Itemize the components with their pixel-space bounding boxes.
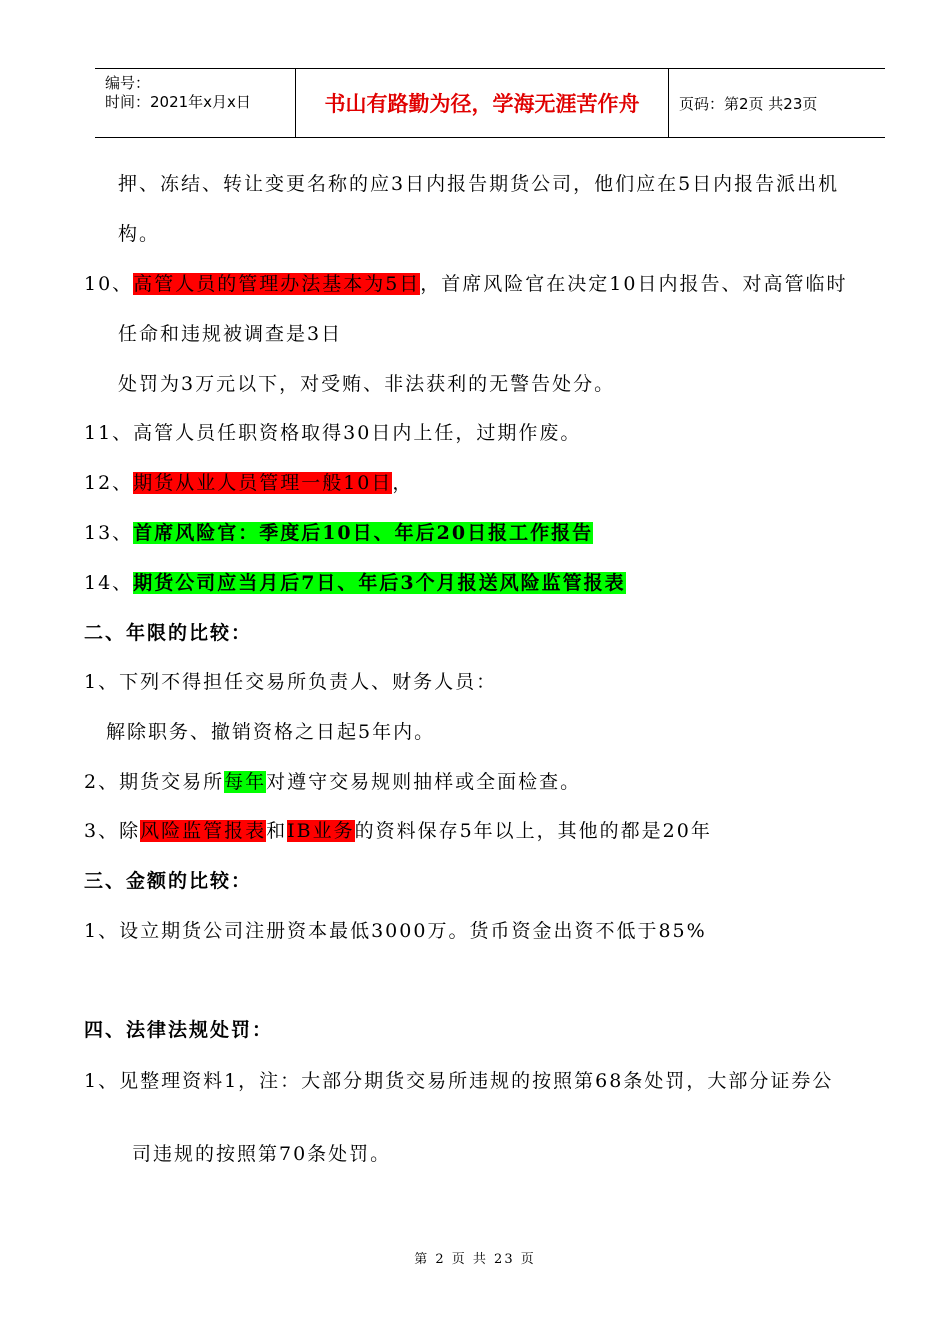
- section-heading: 三、金额的比较：: [84, 870, 253, 892]
- list-item: [84, 818, 712, 844]
- list-item-11: 11、高管人员任职资格取得30日内上任，过期作废。: [84, 422, 582, 444]
- paragraph-line: 司违规的按照第70条处罚。: [132, 1143, 392, 1165]
- list-item: [84, 769, 581, 795]
- paragraph-line: 任命和违规被调查是3日: [118, 323, 343, 345]
- paragraph-line: 构。: [118, 223, 161, 245]
- list-text: 对遵守交易规则抽样或全面检查。: [266, 771, 582, 793]
- list-item-12: [84, 470, 413, 496]
- page-footer: 第 2 页 共 23 页: [414, 1252, 536, 1267]
- highlight-red: 风险监管报表: [140, 820, 267, 842]
- section-heading: 二、年限的比较：: [84, 622, 253, 644]
- highlight-red: 高管人员的管理办法基本为5日: [133, 273, 421, 295]
- list-item-14: [84, 570, 626, 596]
- header-meta-cell: [95, 69, 296, 137]
- paragraph-line: 解除职务、撤销资格之日起5年内。: [106, 721, 436, 743]
- list-item: 1、见整理资料1，注：大部分期货交易所违规的按照第68条处罚，大部分证券公: [84, 1070, 834, 1092]
- paragraph-line: 押、冻结、转让变更名称的应3日内报告期货公司，他们应在5日内报告派出机: [118, 173, 840, 195]
- list-text: 和: [266, 820, 288, 842]
- highlight-red: 期货从业人员管理一般10日: [133, 472, 393, 494]
- list-text: 3、除: [84, 820, 141, 842]
- list-text: 2、期货交易所: [84, 771, 225, 793]
- motto-text: 书山有路勤为径，学海无涯苦作舟: [324, 92, 640, 116]
- highlight-green: 首席风险官：季度后10日、年后20日报工作报告: [133, 522, 594, 544]
- highlight-red: IB业务: [287, 820, 355, 842]
- list-item-10: [84, 271, 847, 297]
- paragraph-line: 处罚为3万元以下，对受贿、非法获利的无警告处分。: [118, 373, 616, 395]
- page-header: [95, 68, 885, 138]
- header-page-number: 页码：第2页 共23页: [679, 94, 818, 113]
- list-number: 13、: [84, 522, 134, 544]
- header-motto-cell: [296, 69, 669, 137]
- list-item: 1、下列不得担任交易所负责人、财务人员：: [84, 671, 498, 693]
- header-page-cell: [669, 69, 885, 137]
- doc-time-label: 时间：2021年x月x日: [105, 93, 251, 111]
- list-text: ，: [392, 472, 414, 494]
- list-item: 1、设立期货公司注册资本最低3000万。货币资金出资不低于85%: [84, 920, 707, 942]
- list-item-13: [84, 520, 593, 546]
- list-text: ，首席风险官在决定10日内报告、对高管临时: [420, 273, 848, 295]
- list-number: 10、: [84, 273, 134, 295]
- highlight-green: 期货公司应当月后7日、年后3个月报送风险监管报表: [133, 572, 626, 594]
- highlight-green: 每年: [224, 771, 267, 793]
- section-heading: 四、法律法规处罚：: [84, 1019, 274, 1041]
- list-number: 14、: [84, 572, 134, 594]
- list-number: 12、: [84, 472, 134, 494]
- list-text: 的资料保存5年以上，其他的都是20年: [354, 820, 712, 842]
- doc-code-label: 编号：: [105, 74, 151, 92]
